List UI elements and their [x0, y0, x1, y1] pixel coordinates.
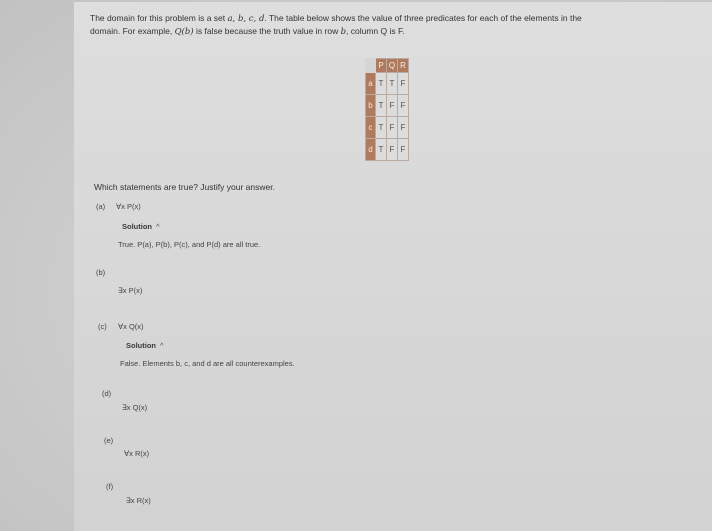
table-corner — [366, 59, 376, 73]
part-a-solution-toggle[interactable] — [122, 222, 160, 231]
table-cell: T — [376, 73, 387, 95]
part-b-label: (b) — [96, 268, 106, 277]
table-cell: F — [398, 95, 409, 117]
intro-text: The domain for this problem is a set — [90, 13, 228, 23]
table-cell: F — [387, 117, 398, 139]
table-header-row — [366, 59, 409, 73]
intro-line-1 — [90, 12, 690, 25]
table-cell: F — [398, 73, 409, 95]
domain-set: a, b, c, d — [227, 14, 265, 24]
table-cell: F — [398, 117, 409, 139]
truth-table — [365, 58, 409, 161]
table-row — [366, 73, 409, 95]
part-d-label: (d) — [102, 389, 112, 398]
part-c-solution-toggle[interactable] — [126, 341, 164, 350]
part-b-statement: ∃x P(x) — [118, 286, 143, 295]
example-row: b — [340, 27, 347, 37]
row-header: b — [366, 95, 376, 117]
part-a-label: (a) — [96, 202, 106, 211]
table-row — [366, 139, 409, 161]
chevron-up-icon: ^ — [160, 341, 164, 350]
intro-text: is false because the truth value in row — [193, 26, 341, 36]
row-header: a — [366, 73, 376, 95]
part-c-label: (c) — [98, 322, 107, 331]
question-prompt: Which statements are true? Justify your answer. — [94, 182, 275, 192]
table-cell: F — [387, 95, 398, 117]
problem-intro — [90, 12, 690, 38]
part-e-label: (e) — [104, 436, 114, 445]
part-f-statement: ∃x R(x) — [126, 496, 151, 505]
part-a-statement: ∀x P(x) — [116, 202, 141, 211]
intro-text: , column Q is F. — [346, 26, 405, 36]
column-header: R — [398, 59, 409, 73]
part-a-solution-text: True. P(a), P(b), P(c), and P(d) are all true. — [118, 240, 261, 249]
solution-label: Solution — [126, 341, 156, 350]
table-cell: F — [387, 139, 398, 161]
row-header: d — [366, 139, 376, 161]
part-f-label: (f) — [106, 482, 114, 491]
part-e-statement: ∀x R(x) — [124, 449, 150, 458]
intro-line-2 — [90, 25, 690, 38]
column-header: P — [376, 59, 387, 73]
table-row — [366, 95, 409, 117]
table-cell: T — [376, 117, 387, 139]
intro-text: . The table below shows the value of three predicates for each of the elements in the — [264, 13, 582, 23]
table-row — [366, 117, 409, 139]
table-cell: T — [387, 73, 398, 95]
part-c-solution-text: False. Elements b, c, and d are all counterexamples. — [120, 359, 295, 368]
row-header: c — [366, 117, 376, 139]
table-cell: T — [376, 95, 387, 117]
table-cell: F — [398, 139, 409, 161]
part-c-statement: ∀x Q(x) — [118, 322, 144, 331]
column-header: Q — [387, 59, 398, 73]
part-d-statement: ∃x Q(x) — [122, 403, 148, 412]
chevron-up-icon: ^ — [156, 222, 160, 231]
table-cell: T — [376, 139, 387, 161]
intro-text: domain. For example, — [90, 26, 175, 36]
example-predicate: Q(b) — [174, 27, 194, 37]
solution-label: Solution — [122, 222, 152, 231]
